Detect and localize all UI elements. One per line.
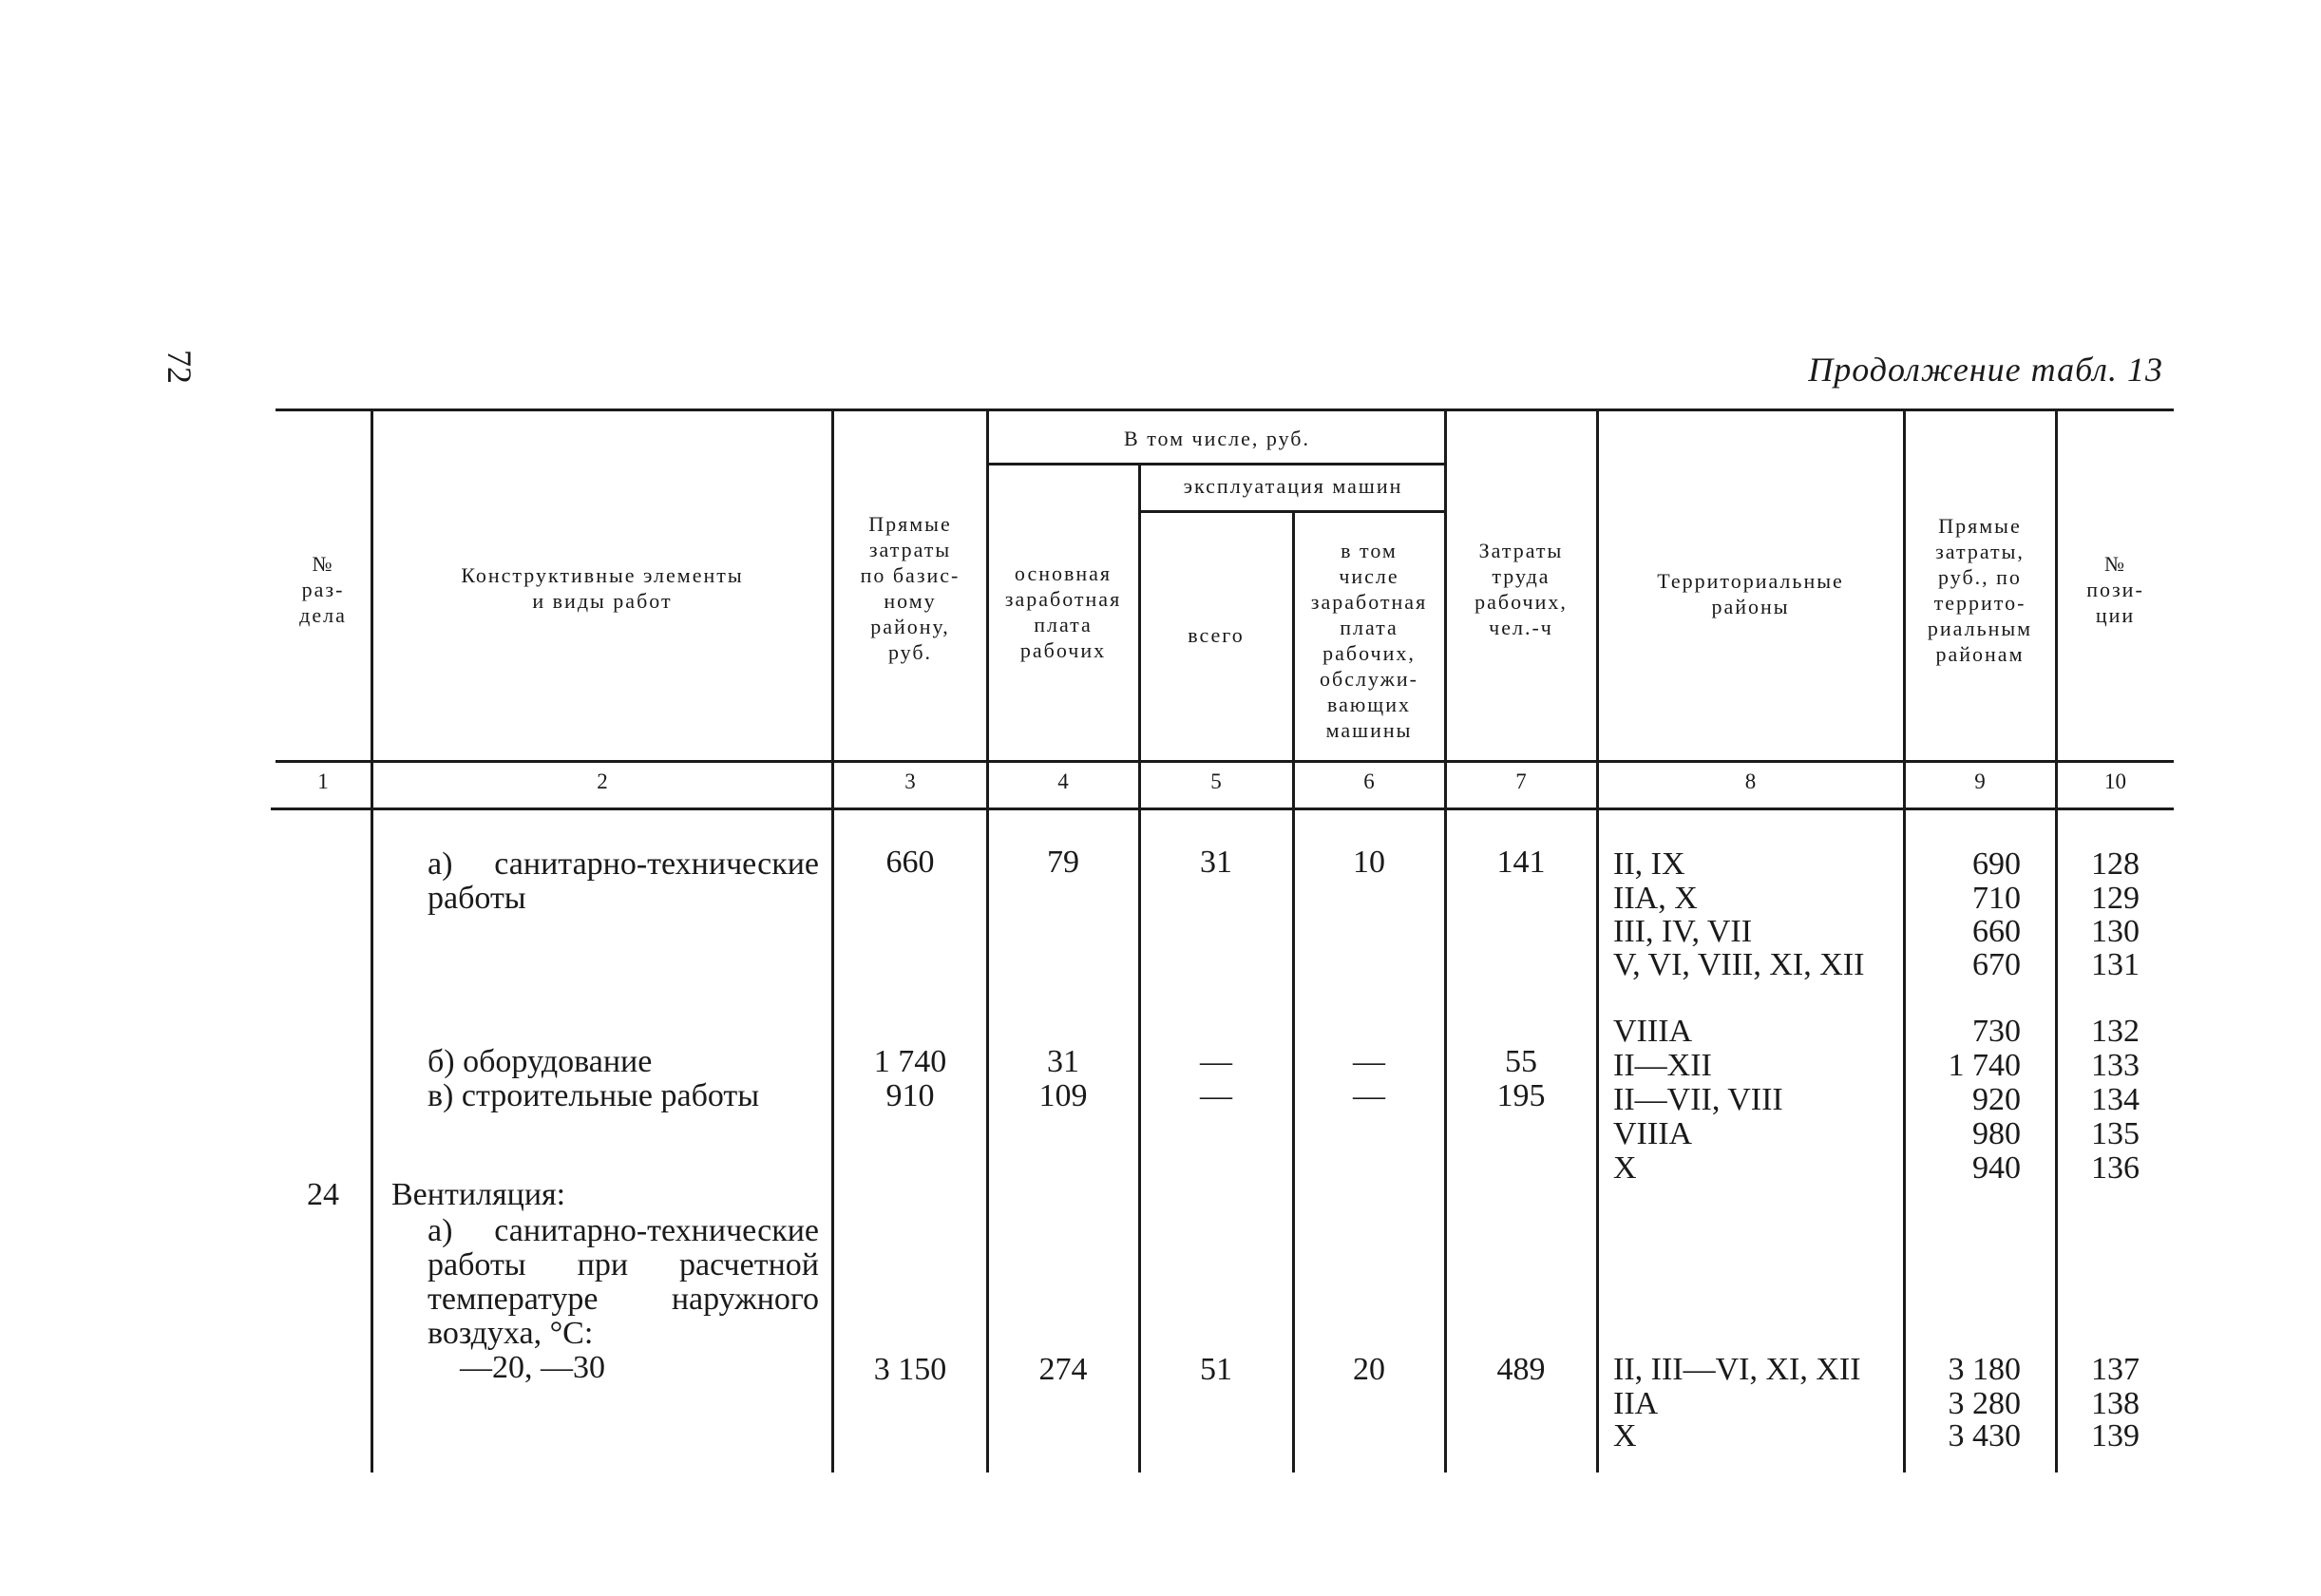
region-cost: 940 (1972, 1150, 2021, 1186)
position-number: 134 (2091, 1082, 2140, 1117)
region: II, IX (1613, 846, 1685, 882)
column-number: 9 (1974, 770, 1986, 793)
region-cost: 1 740 (1948, 1048, 2021, 1083)
column-number: 4 (1057, 770, 1069, 793)
section-a-name: а) санитарно-технические работы при расчетной температуре наружного воздуха, °С: (428, 1213, 819, 1351)
region-cost: 980 (1972, 1116, 2021, 1151)
region: X (1613, 1418, 1637, 1454)
section-machines-total: 51 (1200, 1352, 1232, 1387)
region: IIА, X (1613, 881, 1698, 916)
position-number: 135 (2091, 1116, 2140, 1151)
column-number: 5 (1210, 770, 1222, 793)
region: II—XII (1613, 1048, 1712, 1083)
header-machine-operation: эксплуатация машин (1183, 474, 1403, 498)
column-number: 3 (904, 770, 916, 793)
table-title: Продолжение табл. 13 (1808, 351, 2163, 389)
column-number: 10 (2104, 770, 2126, 793)
header-construction-elements: Конструктивные элементы и виды работ (461, 563, 744, 613)
row-a-base-wage: 79 (1047, 845, 1079, 880)
column-number: 7 (1515, 770, 1527, 793)
region-cost: 710 (1972, 881, 2021, 916)
row-a-name: а) санитарно-технические работы (428, 846, 819, 916)
row-b-name: б) оборудование (428, 1044, 653, 1079)
header-territorial-regions: Территориальные районы (1657, 569, 1844, 618)
position-number: 139 (2091, 1418, 2140, 1454)
row-v-machines-wage: — (1353, 1078, 1385, 1113)
table-top-rule (276, 408, 2174, 411)
header-base-wage: основная заработная плата рабочих (1004, 561, 1122, 662)
header-direct-costs-base: Прямые затраты по базис- ному району, руб. (860, 512, 961, 664)
region-cost: 3 180 (1948, 1352, 2021, 1387)
numbers-bottom-rule (271, 808, 2174, 810)
row-v-base-wage: 109 (1038, 1078, 1088, 1113)
row-v-direct-cost: 910 (885, 1078, 935, 1113)
row-v-labor: 195 (1496, 1078, 1546, 1113)
section-number: 24 (307, 1177, 339, 1212)
row-a-labor: 141 (1496, 845, 1546, 880)
position-number: 128 (2091, 846, 2140, 882)
region-cost: 690 (1972, 846, 2021, 882)
row-v-name: в) строительные работы (428, 1078, 760, 1113)
group-header-rule (988, 463, 1446, 466)
region-cost: 3 280 (1948, 1386, 2021, 1421)
header-machines-total: всего (1188, 623, 1245, 647)
section-machines-wage: 20 (1353, 1352, 1385, 1387)
region: V, VI, VIII, XI, XII (1613, 947, 1865, 982)
region-cost: 670 (1972, 947, 2021, 982)
position-number: 137 (2091, 1352, 2140, 1387)
region-cost: 920 (1972, 1082, 2021, 1117)
position-number: 136 (2091, 1150, 2140, 1186)
row-b-machines-wage: — (1353, 1044, 1385, 1079)
row-a-direct-cost: 660 (885, 845, 935, 880)
header-labor-costs: Затраты труда рабочих, чел.-ч (1474, 539, 1568, 639)
header-direct-costs-regions: Прямые затраты, руб., по террито- риальным районам (1927, 514, 2033, 666)
row-b-direct-cost: 1 740 (873, 1044, 947, 1079)
position-number: 131 (2091, 947, 2140, 982)
row-b-base-wage: 31 (1047, 1044, 1079, 1079)
row-b-labor: 55 (1505, 1044, 1537, 1079)
region: X (1613, 1150, 1637, 1186)
region: IIА (1613, 1386, 1659, 1421)
header-section-number: № раз- дела (299, 552, 347, 627)
row-b-machines-total: — (1200, 1044, 1232, 1079)
column-number: 1 (317, 770, 329, 793)
position-number: 129 (2091, 881, 2140, 916)
section-labor: 489 (1496, 1352, 1546, 1387)
row-a-machines-wage: 10 (1353, 845, 1385, 880)
column-number: 8 (1744, 770, 1757, 793)
region: II—VII, VIII (1613, 1082, 1783, 1117)
column-number: 6 (1363, 770, 1375, 793)
position-number: 138 (2091, 1386, 2140, 1421)
region: III, IV, VII (1613, 914, 1753, 949)
header-including-rub: В том числе, руб. (1124, 427, 1310, 450)
region: VIIIА (1613, 1014, 1693, 1049)
column-number: 2 (597, 770, 608, 793)
region-cost: 730 (1972, 1014, 2021, 1049)
col-divider-4 (1138, 463, 1141, 1472)
position-number: 130 (2091, 914, 2140, 949)
section-base-wage: 274 (1038, 1352, 1088, 1387)
region: II, III—VI, XI, XII (1613, 1352, 1861, 1387)
section-direct-cost: 3 150 (873, 1352, 947, 1387)
section-a-temperature: —20, —30 (460, 1350, 605, 1385)
position-number: 132 (2091, 1014, 2140, 1049)
section-title: Вентиляция: (391, 1177, 566, 1212)
region-cost: 660 (1972, 914, 2021, 949)
header-machines-wage: в том числе заработная плата рабочих, обслужи- вающих машины (1310, 539, 1428, 742)
row-v-machines-total: — (1200, 1078, 1232, 1113)
page-number: 72 (161, 350, 199, 384)
row-a-machines-total: 31 (1200, 845, 1232, 880)
region-cost: 3 430 (1948, 1418, 2021, 1454)
position-number: 133 (2091, 1048, 2140, 1083)
header-bottom-rule (276, 760, 2174, 763)
region: VIIIА (1613, 1116, 1693, 1151)
header-position-number: № пози- ции (2086, 552, 2144, 627)
